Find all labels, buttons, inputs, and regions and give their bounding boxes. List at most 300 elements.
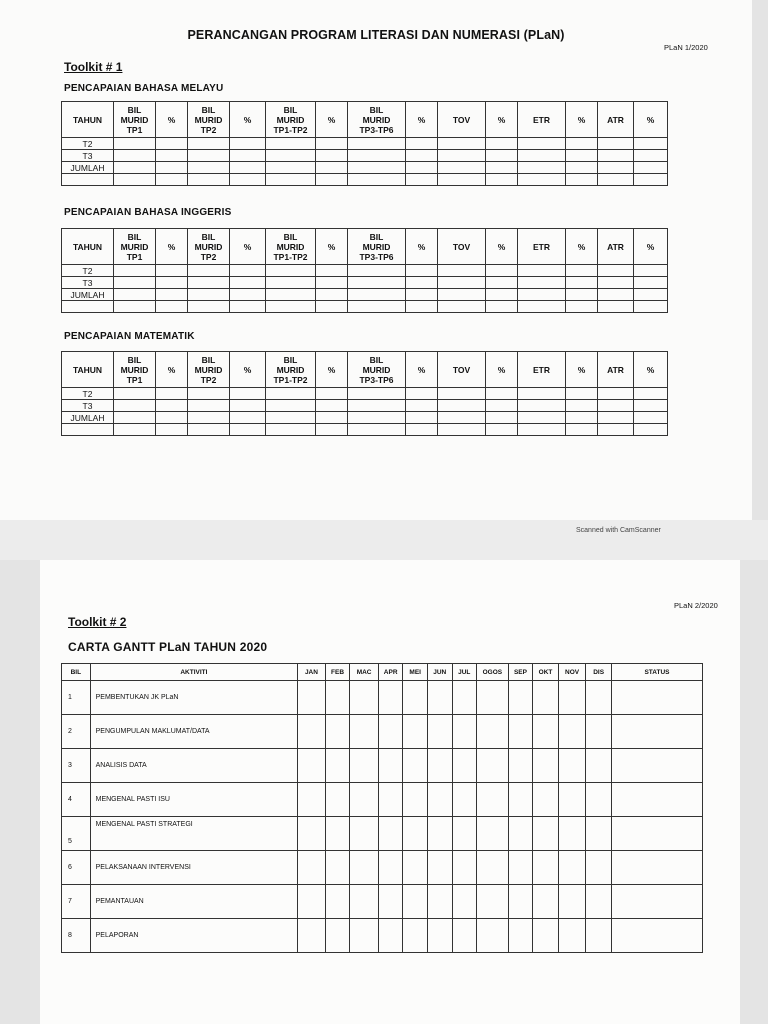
month-cell[interactable] xyxy=(477,715,509,749)
table-row xyxy=(62,265,668,277)
month-cell[interactable] xyxy=(298,749,326,783)
status-cell[interactable] xyxy=(611,817,702,851)
month-cell[interactable] xyxy=(403,851,428,885)
table-cell[interactable] xyxy=(156,301,188,313)
table-cell[interactable] xyxy=(598,162,634,174)
table-cell[interactable] xyxy=(598,412,634,424)
table-cell[interactable] xyxy=(266,424,316,436)
month-cell[interactable] xyxy=(325,681,350,715)
month-cell[interactable] xyxy=(403,783,428,817)
table-cell[interactable] xyxy=(566,424,598,436)
month-cell[interactable] xyxy=(477,749,509,783)
month-cell[interactable] xyxy=(427,851,452,885)
table-row xyxy=(62,424,668,436)
table-cell[interactable] xyxy=(348,400,406,412)
table-cell[interactable] xyxy=(156,289,188,301)
table-cell[interactable] xyxy=(406,174,438,186)
table-cell[interactable] xyxy=(266,412,316,424)
table-cell[interactable] xyxy=(266,289,316,301)
month-cell[interactable] xyxy=(350,749,379,783)
table-cell[interactable] xyxy=(486,412,518,424)
status-cell[interactable] xyxy=(611,919,702,953)
table-cell[interactable] xyxy=(518,301,566,313)
month-cell[interactable] xyxy=(452,817,477,851)
table-cell[interactable] xyxy=(156,162,188,174)
column-header: % xyxy=(156,102,188,138)
table-cell[interactable] xyxy=(566,265,598,277)
month-cell[interactable] xyxy=(403,817,428,851)
table-cell[interactable] xyxy=(598,301,634,313)
month-cell[interactable] xyxy=(378,919,403,953)
table-cell[interactable] xyxy=(316,412,348,424)
table-cell[interactable] xyxy=(634,150,668,162)
column-header: TAHUN xyxy=(62,352,114,388)
table-cell[interactable] xyxy=(486,400,518,412)
month-cell[interactable] xyxy=(350,715,379,749)
table-cell[interactable] xyxy=(634,412,668,424)
table-cell[interactable] xyxy=(156,388,188,400)
table-cell[interactable] xyxy=(438,174,486,186)
table-row xyxy=(62,388,668,400)
table-cell[interactable] xyxy=(266,162,316,174)
month-cell[interactable] xyxy=(508,681,533,715)
table-cell[interactable] xyxy=(316,138,348,150)
table-cell[interactable] xyxy=(230,150,266,162)
month-cell[interactable] xyxy=(350,885,379,919)
month-cell[interactable] xyxy=(586,851,612,885)
table-cell[interactable] xyxy=(518,277,566,289)
month-cell[interactable] xyxy=(325,919,350,953)
table-cell[interactable] xyxy=(348,277,406,289)
table-cell[interactable] xyxy=(188,174,230,186)
month-cell[interactable] xyxy=(378,783,403,817)
month-cell[interactable] xyxy=(586,885,612,919)
table-cell[interactable] xyxy=(566,162,598,174)
table-cell[interactable] xyxy=(316,162,348,174)
table-cell[interactable] xyxy=(438,138,486,150)
table-cell[interactable] xyxy=(518,400,566,412)
table-cell[interactable] xyxy=(114,150,156,162)
month-cell[interactable] xyxy=(378,681,403,715)
table-cell[interactable] xyxy=(406,138,438,150)
month-cell[interactable] xyxy=(533,681,559,715)
table-cell[interactable] xyxy=(438,265,486,277)
month-cell[interactable] xyxy=(403,681,428,715)
month-cell[interactable] xyxy=(586,919,612,953)
table-cell[interactable] xyxy=(406,424,438,436)
column-header: BIL MURID TP1-TP2 xyxy=(266,352,316,388)
table-cell[interactable] xyxy=(114,412,156,424)
month-cell[interactable] xyxy=(508,749,533,783)
table-cell[interactable] xyxy=(348,174,406,186)
month-cell[interactable] xyxy=(298,851,326,885)
table-cell[interactable] xyxy=(438,162,486,174)
month-cell[interactable] xyxy=(325,817,350,851)
column-header: % xyxy=(156,352,188,388)
month-cell[interactable] xyxy=(427,919,452,953)
section-title: PENCAPAIAN MATEMATIK xyxy=(64,331,195,342)
month-cell[interactable] xyxy=(452,783,477,817)
month-cell[interactable] xyxy=(586,817,612,851)
table-cell[interactable] xyxy=(188,277,230,289)
table-cell[interactable] xyxy=(156,412,188,424)
table-cell[interactable] xyxy=(114,289,156,301)
table-cell[interactable] xyxy=(316,277,348,289)
table-cell[interactable] xyxy=(634,289,668,301)
table-cell[interactable] xyxy=(266,265,316,277)
row-label xyxy=(62,424,114,436)
row-label xyxy=(62,174,114,186)
table-cell[interactable] xyxy=(230,388,266,400)
gantt-row xyxy=(62,885,703,919)
table-cell[interactable] xyxy=(188,150,230,162)
month-cell[interactable] xyxy=(298,681,326,715)
month-cell[interactable] xyxy=(477,851,509,885)
month-cell[interactable] xyxy=(558,885,586,919)
month-cell[interactable] xyxy=(508,851,533,885)
month-cell[interactable] xyxy=(403,885,428,919)
table-cell[interactable] xyxy=(266,400,316,412)
table-cell[interactable] xyxy=(188,138,230,150)
month-cell[interactable] xyxy=(508,919,533,953)
month-cell[interactable] xyxy=(350,817,379,851)
toolkit-2-heading: Toolkit # 2 xyxy=(68,615,127,629)
table-cell[interactable] xyxy=(114,265,156,277)
table-cell[interactable] xyxy=(348,388,406,400)
month-cell[interactable] xyxy=(378,851,403,885)
table-cell[interactable] xyxy=(566,150,598,162)
row-label: T2 xyxy=(62,388,114,400)
month-cell[interactable] xyxy=(452,681,477,715)
table-cell[interactable] xyxy=(406,289,438,301)
table-cell[interactable] xyxy=(230,174,266,186)
month-cell[interactable] xyxy=(350,919,379,953)
table-cell[interactable] xyxy=(438,424,486,436)
month-cell[interactable] xyxy=(533,919,559,953)
table-cell[interactable] xyxy=(406,388,438,400)
month-cell[interactable] xyxy=(403,919,428,953)
month-cell[interactable] xyxy=(325,783,350,817)
row-label: T2 xyxy=(62,265,114,277)
table-cell[interactable] xyxy=(598,174,634,186)
month-cell[interactable] xyxy=(533,715,559,749)
table-cell[interactable] xyxy=(566,277,598,289)
table-cell[interactable] xyxy=(566,301,598,313)
table-cell[interactable] xyxy=(114,424,156,436)
table-cell[interactable] xyxy=(598,265,634,277)
table-cell[interactable] xyxy=(486,277,518,289)
table-cell[interactable] xyxy=(348,162,406,174)
status-cell[interactable] xyxy=(611,851,702,885)
table-cell[interactable] xyxy=(566,400,598,412)
month-cell[interactable] xyxy=(586,681,612,715)
table-cell[interactable] xyxy=(518,424,566,436)
table-cell[interactable] xyxy=(188,301,230,313)
month-cell[interactable] xyxy=(477,885,509,919)
month-cell[interactable] xyxy=(558,783,586,817)
month-cell[interactable] xyxy=(427,715,452,749)
table-cell[interactable] xyxy=(114,301,156,313)
table-cell[interactable] xyxy=(230,301,266,313)
table-cell[interactable] xyxy=(348,150,406,162)
month-cell[interactable] xyxy=(298,817,326,851)
table-cell[interactable] xyxy=(266,388,316,400)
month-cell[interactable] xyxy=(477,817,509,851)
table-cell[interactable] xyxy=(348,412,406,424)
table-cell[interactable] xyxy=(266,150,316,162)
month-cell[interactable] xyxy=(558,817,586,851)
status-cell[interactable] xyxy=(611,681,702,715)
table-cell[interactable] xyxy=(634,388,668,400)
month-cell[interactable] xyxy=(298,919,326,953)
table-cell[interactable] xyxy=(114,400,156,412)
table-cell[interactable] xyxy=(406,277,438,289)
month-cell[interactable] xyxy=(350,681,379,715)
table-cell[interactable] xyxy=(230,138,266,150)
table-cell[interactable] xyxy=(114,138,156,150)
table-cell[interactable] xyxy=(518,289,566,301)
table-cell[interactable] xyxy=(566,388,598,400)
table-cell[interactable] xyxy=(438,400,486,412)
table-cell[interactable] xyxy=(518,412,566,424)
table-cell[interactable] xyxy=(518,162,566,174)
table-cell[interactable] xyxy=(438,150,486,162)
table-cell[interactable] xyxy=(486,174,518,186)
table-cell[interactable] xyxy=(316,301,348,313)
table-cell[interactable] xyxy=(634,265,668,277)
table-cell[interactable] xyxy=(316,265,348,277)
month-cell[interactable] xyxy=(427,783,452,817)
table-cell[interactable] xyxy=(406,150,438,162)
month-header: JUN xyxy=(427,664,452,681)
status-cell[interactable] xyxy=(611,749,702,783)
table-cell[interactable] xyxy=(156,265,188,277)
month-cell[interactable] xyxy=(325,851,350,885)
month-cell[interactable] xyxy=(350,783,379,817)
table-cell[interactable] xyxy=(406,400,438,412)
month-cell[interactable] xyxy=(325,885,350,919)
month-cell[interactable] xyxy=(508,885,533,919)
table-cell[interactable] xyxy=(156,174,188,186)
status-cell[interactable] xyxy=(611,783,702,817)
month-cell[interactable] xyxy=(452,885,477,919)
table-cell[interactable] xyxy=(156,400,188,412)
table-cell[interactable] xyxy=(316,150,348,162)
row-number: 2 xyxy=(62,715,91,749)
table-cell[interactable] xyxy=(266,138,316,150)
gantt-row xyxy=(62,817,703,851)
table-cell[interactable] xyxy=(406,301,438,313)
table-cell[interactable] xyxy=(348,289,406,301)
month-cell[interactable] xyxy=(586,749,612,783)
month-header: OGOS xyxy=(477,664,509,681)
month-cell[interactable] xyxy=(427,749,452,783)
table-cell[interactable] xyxy=(316,424,348,436)
table-cell[interactable] xyxy=(348,424,406,436)
table-cell[interactable] xyxy=(230,265,266,277)
table-cell[interactable] xyxy=(156,150,188,162)
table-cell[interactable] xyxy=(438,289,486,301)
column-header: % xyxy=(406,229,438,265)
month-cell[interactable] xyxy=(477,783,509,817)
table-cell[interactable] xyxy=(114,388,156,400)
table-cell[interactable] xyxy=(486,265,518,277)
table-cell[interactable] xyxy=(266,174,316,186)
table-cell[interactable] xyxy=(230,289,266,301)
table-cell[interactable] xyxy=(634,400,668,412)
month-cell[interactable] xyxy=(427,681,452,715)
month-cell[interactable] xyxy=(427,817,452,851)
table-cell[interactable] xyxy=(188,424,230,436)
table-cell[interactable] xyxy=(486,289,518,301)
table-cell[interactable] xyxy=(598,424,634,436)
month-cell[interactable] xyxy=(558,715,586,749)
month-cell[interactable] xyxy=(298,783,326,817)
table-cell[interactable] xyxy=(114,277,156,289)
table-cell[interactable] xyxy=(598,138,634,150)
month-cell[interactable] xyxy=(378,749,403,783)
table-cell[interactable] xyxy=(438,388,486,400)
table-cell[interactable] xyxy=(406,265,438,277)
month-cell[interactable] xyxy=(508,715,533,749)
status-cell[interactable] xyxy=(611,885,702,919)
month-cell[interactable] xyxy=(298,715,326,749)
table-cell[interactable] xyxy=(598,277,634,289)
table-cell[interactable] xyxy=(438,301,486,313)
table-row xyxy=(62,138,668,150)
month-cell[interactable] xyxy=(586,715,612,749)
table-cell[interactable] xyxy=(634,277,668,289)
month-cell[interactable] xyxy=(325,749,350,783)
table-cell[interactable] xyxy=(156,424,188,436)
month-cell[interactable] xyxy=(533,851,559,885)
month-cell[interactable] xyxy=(452,749,477,783)
table-cell[interactable] xyxy=(188,162,230,174)
table-cell[interactable] xyxy=(634,174,668,186)
table-cell[interactable] xyxy=(230,162,266,174)
month-cell[interactable] xyxy=(298,885,326,919)
table-cell[interactable] xyxy=(634,162,668,174)
table-cell[interactable] xyxy=(518,174,566,186)
month-cell[interactable] xyxy=(350,851,379,885)
table-cell[interactable] xyxy=(438,277,486,289)
month-cell[interactable] xyxy=(403,749,428,783)
table-cell[interactable] xyxy=(598,150,634,162)
table-row xyxy=(62,400,668,412)
month-cell[interactable] xyxy=(508,817,533,851)
table-cell[interactable] xyxy=(486,162,518,174)
month-cell[interactable] xyxy=(378,715,403,749)
month-cell[interactable] xyxy=(533,749,559,783)
table-cell[interactable] xyxy=(316,400,348,412)
table-cell[interactable] xyxy=(566,174,598,186)
status-cell[interactable] xyxy=(611,715,702,749)
table-cell[interactable] xyxy=(518,138,566,150)
table-cell[interactable] xyxy=(266,301,316,313)
page-gap xyxy=(0,520,768,560)
month-cell[interactable] xyxy=(558,919,586,953)
table-cell[interactable] xyxy=(114,174,156,186)
month-cell[interactable] xyxy=(586,783,612,817)
table-cell[interactable] xyxy=(566,138,598,150)
month-cell[interactable] xyxy=(427,885,452,919)
table-cell[interactable] xyxy=(316,388,348,400)
table-cell[interactable] xyxy=(230,400,266,412)
month-cell[interactable] xyxy=(452,715,477,749)
month-cell[interactable] xyxy=(325,715,350,749)
table-cell[interactable] xyxy=(566,289,598,301)
table-cell[interactable] xyxy=(188,388,230,400)
month-cell[interactable] xyxy=(378,885,403,919)
table-cell[interactable] xyxy=(230,412,266,424)
month-cell[interactable] xyxy=(533,783,559,817)
table-row xyxy=(62,277,668,289)
column-header: % xyxy=(566,352,598,388)
table-cell[interactable] xyxy=(486,138,518,150)
month-cell[interactable] xyxy=(558,681,586,715)
table-cell[interactable] xyxy=(486,388,518,400)
column-header: % xyxy=(406,352,438,388)
month-cell[interactable] xyxy=(477,681,509,715)
table-cell[interactable] xyxy=(486,150,518,162)
table-cell[interactable] xyxy=(518,388,566,400)
table-cell[interactable] xyxy=(406,412,438,424)
table-cell[interactable] xyxy=(188,289,230,301)
table-cell[interactable] xyxy=(230,277,266,289)
table-cell[interactable] xyxy=(316,174,348,186)
month-cell[interactable] xyxy=(533,817,559,851)
column-header: ATR xyxy=(598,229,634,265)
table-cell[interactable] xyxy=(266,277,316,289)
table-cell[interactable] xyxy=(566,412,598,424)
table-cell[interactable] xyxy=(486,424,518,436)
month-cell[interactable] xyxy=(378,817,403,851)
table-cell[interactable] xyxy=(348,301,406,313)
table-cell[interactable] xyxy=(518,265,566,277)
table-cell[interactable] xyxy=(598,400,634,412)
table-cell[interactable] xyxy=(634,138,668,150)
table-cell[interactable] xyxy=(598,289,634,301)
table-cell[interactable] xyxy=(316,289,348,301)
table-cell[interactable] xyxy=(156,277,188,289)
month-cell[interactable] xyxy=(533,885,559,919)
table-cell[interactable] xyxy=(634,424,668,436)
table-cell[interactable] xyxy=(230,424,266,436)
month-cell[interactable] xyxy=(477,919,509,953)
table-cell[interactable] xyxy=(598,388,634,400)
table-cell[interactable] xyxy=(438,412,486,424)
month-cell[interactable] xyxy=(558,749,586,783)
gantt-row xyxy=(62,919,703,953)
table-cell[interactable] xyxy=(486,301,518,313)
table-cell[interactable] xyxy=(188,265,230,277)
table-cell[interactable] xyxy=(348,265,406,277)
table-cell[interactable] xyxy=(188,400,230,412)
table-cell[interactable] xyxy=(348,138,406,150)
table-cell[interactable] xyxy=(114,162,156,174)
table-cell[interactable] xyxy=(188,412,230,424)
month-cell[interactable] xyxy=(452,919,477,953)
month-cell[interactable] xyxy=(508,783,533,817)
table-cell[interactable] xyxy=(406,162,438,174)
table-cell[interactable] xyxy=(518,150,566,162)
column-header: BIL MURID TP1-TP2 xyxy=(266,229,316,265)
table-cell[interactable] xyxy=(634,301,668,313)
month-cell[interactable] xyxy=(558,851,586,885)
month-cell[interactable] xyxy=(403,715,428,749)
month-cell[interactable] xyxy=(452,851,477,885)
table-cell[interactable] xyxy=(156,138,188,150)
